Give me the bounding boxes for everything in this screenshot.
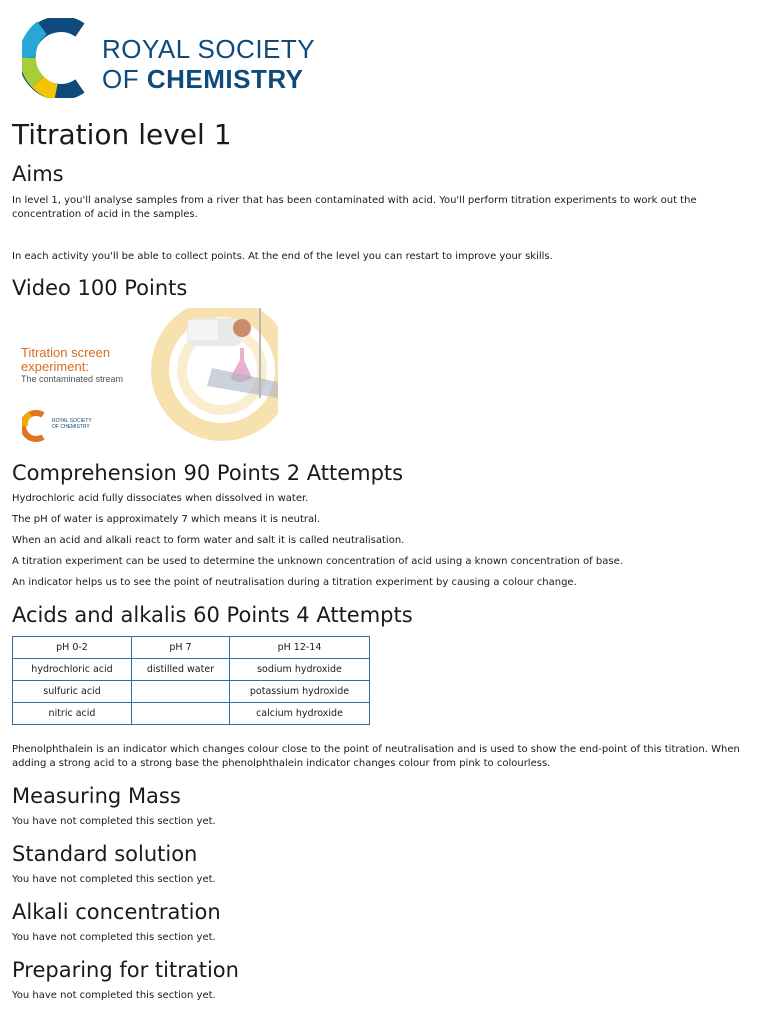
comprehension-item: The pH of water is approximately 7 which means it is neutral. (12, 514, 321, 525)
table-cell: potassium hydroxide (230, 681, 370, 703)
comprehension-item: Hydrochloric acid fully dissociates when dissolved in water. (12, 493, 309, 504)
table-header: pH 7 (132, 637, 230, 659)
aims-paragraph-2: In each activity you'll be able to collect points. At the end of the level you can restart to improve your skills. (12, 251, 553, 262)
table-row (13, 703, 370, 725)
aims-paragraph-1: In level 1, you'll analyse samples from a river that has been contaminated with acid. You'll perform titration experiments to work out the concentration of acid in the samples. (12, 195, 697, 220)
video-thumbnail-title: Titration screen experiment: (21, 345, 111, 374)
video-thumbnail-logo-icon (22, 410, 48, 442)
table-row (13, 659, 370, 681)
section-status: You have not completed this section yet. (12, 874, 216, 885)
table-cell (132, 681, 230, 703)
table-cell: sodium hydroxide (230, 659, 370, 681)
comprehension-item: An indicator helps us to see the point of neutralisation during a titration experiment by causing a colour change. (12, 577, 577, 588)
section-heading-standard-solution: Standard solution (12, 842, 198, 866)
logo-line-2: OF CHEMISTRY (102, 64, 304, 94)
table-header: pH 12-14 (230, 637, 370, 659)
section-heading-measuring-mass: Measuring Mass (12, 784, 181, 808)
rsc-logo (22, 18, 322, 98)
video-thumbnail[interactable] (12, 308, 278, 448)
phenolphthalein-note: Phenolphthalein is an indicator which changes colour close to the point of neutralisation and is used to show the end-point of this titration. When adding a strong acid to a strong base the phenolphthalein indicator changes colour from pink to colourless. (12, 744, 740, 769)
comprehension-heading: Comprehension 90 Points 2 Attempts (12, 461, 404, 485)
table-header-row (13, 637, 370, 659)
logo-line-1: ROYAL SOCIETY (102, 34, 316, 64)
acids-heading: Acids and alkalis 60 Points 4 Attempts (12, 603, 413, 627)
video-thumbnail-logo-text: ROYAL SOCIETY OF CHEMISTRY (52, 418, 92, 430)
ph-table (12, 636, 370, 725)
table-cell: hydrochloric acid (13, 659, 132, 681)
rsc-logo-mark (22, 18, 92, 98)
comprehension-item: When an acid and alkali react to form water and salt it is called neutralisation. (12, 535, 405, 546)
table-cell: sulfuric acid (13, 681, 132, 703)
comprehension-item: A titration experiment can be used to determine the unknown concentration of acid using a known concentration of base. (12, 556, 623, 567)
table-cell: nitric acid (13, 703, 132, 725)
table-cell (132, 703, 230, 725)
page-title: Titration level 1 (12, 118, 232, 151)
rsc-logo-text (102, 36, 315, 92)
section-heading-alkali-concentration: Alkali concentration (12, 900, 221, 924)
section-status: You have not completed this section yet. (12, 990, 216, 1001)
table-cell: calcium hydroxide (230, 703, 370, 725)
table-cell: distilled water (132, 659, 230, 681)
section-status: You have not completed this section yet. (12, 816, 216, 827)
section-status: You have not completed this section yet. (12, 932, 216, 943)
video-heading: Video 100 Points (12, 276, 188, 300)
table-header: pH 0-2 (13, 637, 132, 659)
video-thumbnail-subtitle: The contaminated stream (21, 374, 124, 384)
section-heading-preparing-for-titration: Preparing for titration (12, 958, 239, 982)
aims-heading: Aims (12, 162, 64, 186)
table-row (13, 681, 370, 703)
